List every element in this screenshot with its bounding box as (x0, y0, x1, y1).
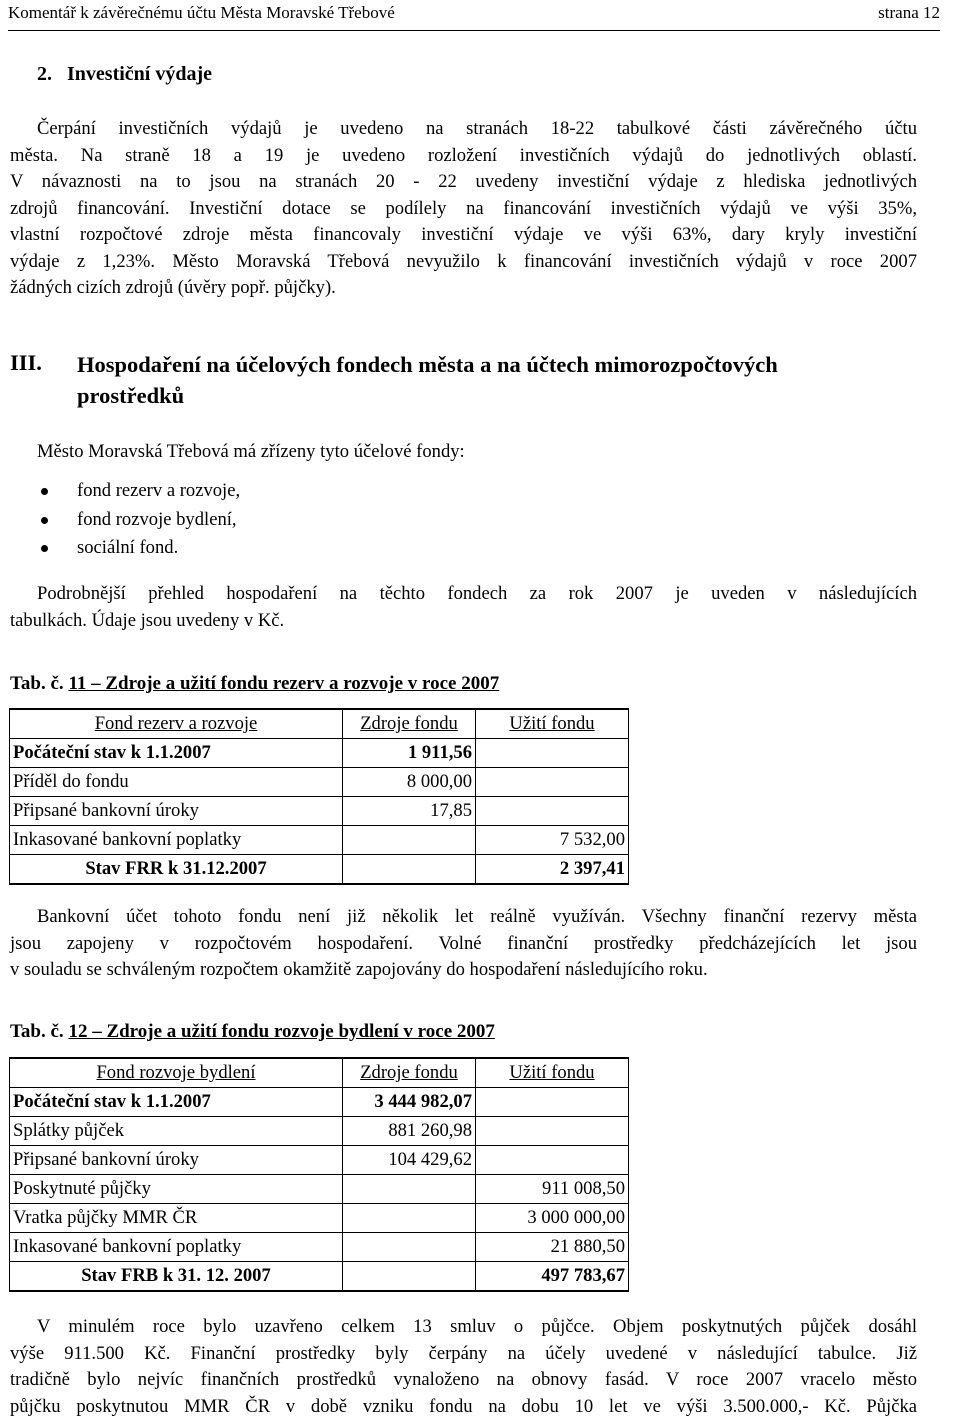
paragraph-line: Bankovní účet tohoto fondu není již několik let reálně využíván. Všechny finanční rezervy města (37, 906, 917, 927)
table-row (10, 1175, 629, 1204)
section-title-line: prostředků (77, 383, 185, 408)
row-use (476, 739, 629, 768)
paragraph-line: tradičně bylo nejvíc finančních prostředků vynaloženo na obnovy fasád. V roce 2007 vracelo město (10, 1369, 917, 1390)
header-title: Komentář k závěrečnému účtu Města Moravské Třebové (8, 3, 395, 22)
table-caption (10, 673, 499, 695)
paragraph-line: výše 911.500 Kč. Finanční prostředky byly čerpány na účely uvedené v následující tabulce. Již (10, 1342, 917, 1364)
table-row (10, 826, 629, 855)
row-use (476, 1146, 629, 1175)
paragraph-line: vlastní rozpočtové zdroje města financovaly investiční výdaje ve výši 63%, dary kryly investiční (10, 224, 917, 245)
paragraph-line: V návaznosti na to jsou na stranách 20 - 22 uvedeny investiční výdaje z hlediska jednotlivých (10, 171, 917, 192)
table-row (10, 739, 629, 768)
caption-prefix: Tab. č. (10, 673, 64, 694)
table-row (10, 1204, 629, 1233)
row-use: 2 397,41 (476, 855, 629, 885)
row-use (476, 1088, 629, 1117)
row-label: Příděl do fondu (10, 768, 343, 797)
table-header-cell: Užití fondu (476, 1058, 629, 1088)
row-source: 3 444 982,07 (343, 1088, 476, 1117)
row-source (343, 1204, 476, 1233)
list-item-text: fond rozvoje bydlení, (77, 508, 237, 530)
row-source (343, 855, 476, 885)
list-item-text: fond rezerv a rozvoje, (77, 480, 241, 501)
list-item (10, 534, 240, 563)
paragraph-line: jsou zapojeny v rozpočtovém hospodaření. Volné finanční prostředky předcházejících let jsou (10, 932, 917, 954)
table-fund-housing (9, 1057, 629, 1292)
section-heading-investment: 2. Investiční výdaje (37, 63, 212, 85)
table-row (10, 1233, 629, 1262)
row-label: Počáteční stav k 1.1.2007 (10, 1088, 343, 1117)
table-header-cell: Fond rozvoje bydlení (10, 1058, 343, 1088)
investment-paragraph (10, 116, 917, 302)
row-source: 104 429,62 (343, 1146, 476, 1175)
funds-intro (10, 439, 917, 466)
page-number: strana 12 (878, 3, 940, 22)
caption-title: 11 – Zdroje a užití fondu rezerv a rozvoje v roce 2007 (68, 673, 500, 694)
row-label: Počáteční stav k 1.1.2007 (10, 739, 343, 768)
paragraph-line: V minulém roce bylo uzavřeno celkem 13 smluv o půjčce. Objem poskytnutých půjček dosáhl (37, 1316, 917, 1337)
table-fund-reserve (9, 708, 629, 885)
row-source: 17,85 (343, 797, 476, 826)
reserve-note-paragraph (10, 904, 917, 984)
row-label: Připsané bankovní úroky (10, 797, 343, 826)
table-row (10, 1117, 629, 1146)
row-label: Poskytnuté půjčky (10, 1175, 343, 1204)
list-item-text: sociální fond. (77, 537, 179, 558)
row-source (343, 1262, 476, 1292)
table-caption (10, 1021, 495, 1043)
section-number: III. (10, 350, 42, 375)
row-label: Připsané bankovní úroky (10, 1146, 343, 1175)
row-use (476, 768, 629, 797)
paragraph-line: žádných cizích zdrojů (úvěry popř. půjčky). (10, 277, 336, 298)
paragraph-line: města. Na straně 18 a 19 je uvedeno rozložení investičních výdajů do jednotlivých oblastí. (10, 144, 917, 166)
bullet-icon (41, 545, 48, 552)
table-row (10, 1088, 629, 1117)
funds-list (10, 477, 240, 563)
row-use: 911 008,50 (476, 1175, 629, 1204)
list-item (10, 477, 240, 506)
row-source: 1 911,56 (343, 739, 476, 768)
bullet-icon (41, 517, 48, 524)
row-label: Inkasované bankovní poplatky (10, 1233, 343, 1262)
housing-note-paragraph (10, 1314, 917, 1420)
row-label: Stav FRR k 31.12.2007 (10, 855, 343, 885)
paragraph-line: zdrojů financování. Investiční dotace se podílely na financování investičních výdajů ve výši 35%, (10, 197, 917, 219)
table-header-row (10, 709, 629, 739)
row-use: 497 783,67 (476, 1262, 629, 1292)
row-use: 21 880,50 (476, 1233, 629, 1262)
row-use (476, 1117, 629, 1146)
caption-prefix: Tab. č. (10, 1021, 64, 1042)
table-header-cell: Zdroje fondu (343, 1058, 476, 1088)
paragraph-line: tabulkách. Údaje jsou uvedeny v Kč. (10, 609, 285, 631)
section-title (77, 349, 937, 411)
table-header-cell: Zdroje fondu (343, 709, 476, 739)
row-source: 881 260,98 (343, 1117, 476, 1146)
row-use: 7 532,00 (476, 826, 629, 855)
table-header-row (10, 1058, 629, 1088)
funds-intro-text: Město Moravská Třebová má zřízeny tyto účelové fondy: (37, 441, 465, 462)
row-source (343, 826, 476, 855)
section-title-line: Hospodaření na účelových fondech města a na účtech mimorozpočtových (77, 352, 778, 377)
table-row (10, 797, 629, 826)
caption-title: 12 – Zdroje a užití fondu rozvoje bydlení v roce 2007 (68, 1021, 495, 1042)
row-label: Splátky půjček (10, 1117, 343, 1146)
funds-detail-paragraph (10, 581, 917, 634)
row-source (343, 1233, 476, 1262)
table-row (10, 1146, 629, 1175)
page-header (8, 0, 940, 31)
table-row-total (10, 855, 629, 885)
paragraph-line: půjčku poskytnutou MMR ČR v době vzniku fondu na dobu 10 let ve výši 3.500.000,- Kč. Půjčka (10, 1395, 917, 1417)
table-row (10, 768, 629, 797)
bullet-icon (41, 488, 48, 495)
row-use: 3 000 000,00 (476, 1204, 629, 1233)
paragraph-line: výdaje z 1,23%. Město Moravská Třebová nevyužilo k financování investičních výdajů v roce 2007 (10, 250, 917, 272)
row-use (476, 797, 629, 826)
row-label: Vratka půjčky MMR ČR (10, 1204, 343, 1233)
row-label: Stav FRB k 31. 12. 2007 (10, 1262, 343, 1292)
table-row-total (10, 1262, 629, 1292)
paragraph-line: Čerpání investičních výdajů je uvedeno na stranách 18-22 tabulkové části závěrečného účtu (37, 118, 917, 139)
table-header-cell: Fond rezerv a rozvoje (10, 709, 343, 739)
row-label: Inkasované bankovní poplatky (10, 826, 343, 855)
row-source: 8 000,00 (343, 768, 476, 797)
row-source (343, 1175, 476, 1204)
table-header-cell: Užití fondu (476, 709, 629, 739)
paragraph-line: v souladu se schváleným rozpočtem okamžitě zapojovány do hospodaření následujícího roku. (10, 959, 708, 980)
paragraph-line: Podrobnější přehled hospodaření na těchto fondech za rok 2007 je uveden v následujících (37, 583, 917, 604)
list-item (10, 506, 240, 535)
